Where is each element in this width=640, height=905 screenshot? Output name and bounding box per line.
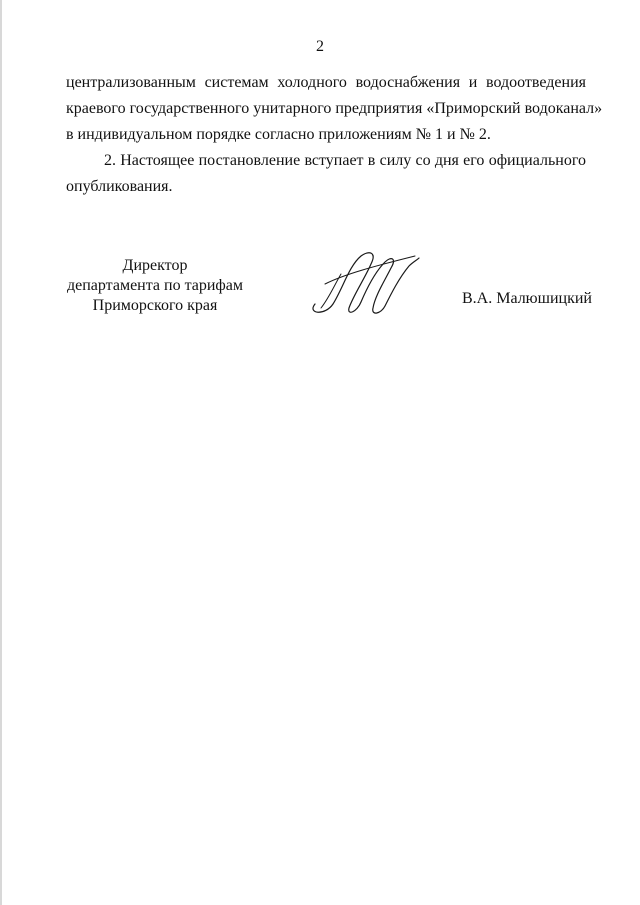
paragraph-line: в индивидуальном порядке согласно приложениям № 1 и № 2. xyxy=(66,126,491,143)
paragraph-effective-date xyxy=(66,148,586,200)
paragraph-line: краевого государственного унитарного предприятия «Приморский водоканал» xyxy=(66,100,603,117)
signatory-title-line: департамента по тарифам xyxy=(66,277,244,294)
signatory-title-line: Приморского края xyxy=(92,297,218,314)
signatory-title-line: Директор xyxy=(122,257,188,274)
signatory-name: В.А. Малюшицкий xyxy=(462,290,592,307)
paragraph-line: опубликования. xyxy=(66,178,173,195)
handwritten-signature xyxy=(305,244,425,324)
signatory-title xyxy=(55,256,255,316)
paragraph-line: 2. Настоящее постановление вступает в силу со дня его официального xyxy=(104,152,586,169)
page-number: 2 xyxy=(316,38,324,55)
paragraph-continuation xyxy=(66,70,603,148)
scan-edge xyxy=(0,0,2,905)
paragraph-line: централизованным системам холодного водоснабжения и водоотведения xyxy=(66,74,586,91)
